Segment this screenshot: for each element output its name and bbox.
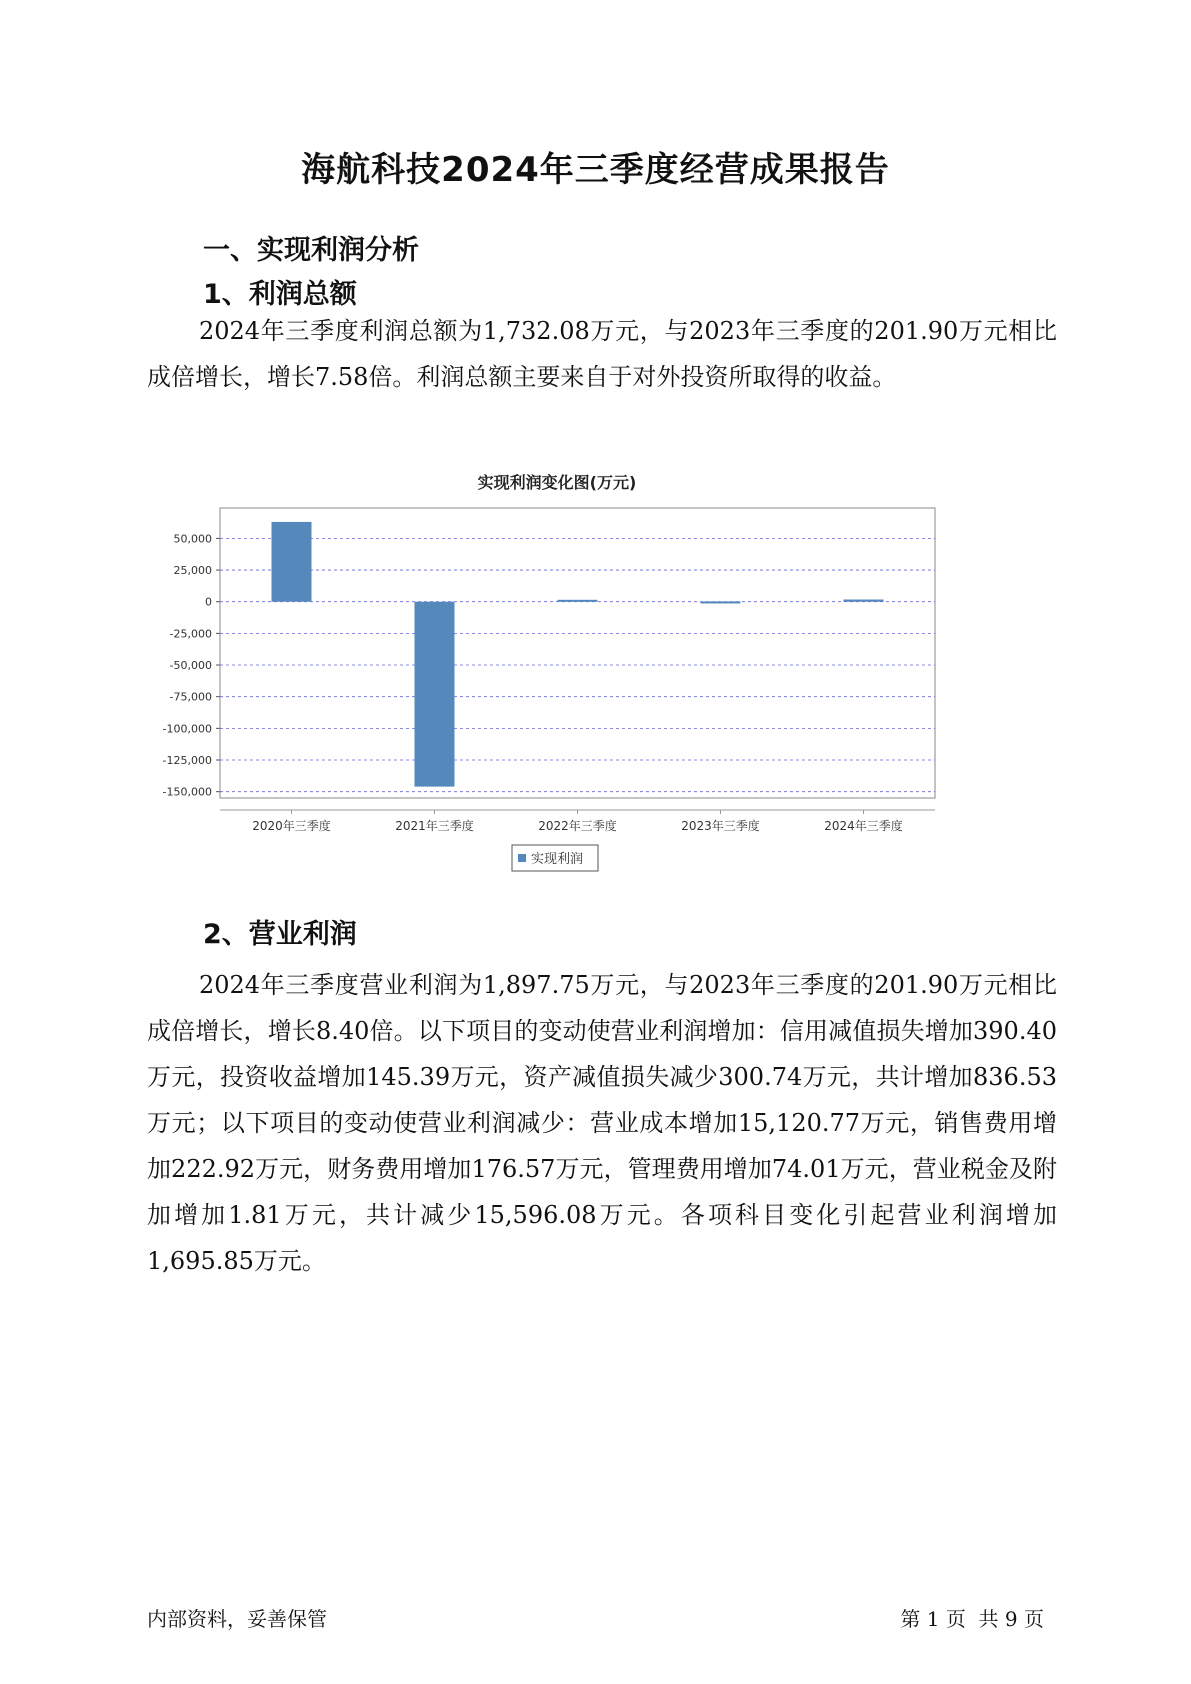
bar [272,522,312,602]
document-title: 海航科技2024年三季度经营成果报告 [301,150,890,190]
footer-page-number: 第 1 页 共 9 页 [900,1607,1044,1631]
y-tick-label: -150,000 [162,785,212,799]
subheading-total-profit: 1、利润总额 [203,279,357,310]
y-tick-label: 25,000 [173,564,212,578]
x-tick-label: 2022年三季度 [538,819,617,833]
legend-swatch [518,854,526,862]
x-tick-label: 2021年三季度 [395,819,474,833]
x-tick-label: 2023年三季度 [681,819,760,833]
plot-frame [220,508,935,798]
y-tick-label: -75,000 [169,690,212,704]
x-tick-label: 2024年三季度 [824,819,903,833]
y-tick-label: -125,000 [162,754,212,768]
y-tick-label: -50,000 [169,659,212,673]
bar [558,600,598,602]
chart-legend [512,845,598,871]
profit-bar-chart [160,473,960,890]
bar [844,600,884,602]
y-tick-label: -25,000 [169,627,212,641]
bar [701,601,741,603]
subheading-operating-profit: 2、营业利润 [203,919,357,950]
chart-title: 实现利润变化图(万元) [477,473,637,492]
y-tick-label: -100,000 [162,722,212,736]
section-heading-profit-analysis: 一、实现利润分析 [203,235,419,266]
x-tick-label: 2020年三季度 [252,819,331,833]
y-tick-label: 0 [205,595,212,609]
legend-label: 实现利润 [531,852,584,867]
operating-profit-paragraph: 2024年三季度营业利润为1,897.75万元，与2023年三季度的201.90万元相比成倍增长，增长8.40倍。以下项目的变动使营业利润增加：信用减值损失增加390.40万元，投资收益增加145.39万元，资产减值损失减少300.74万元，共计增加836.53万元；以下项目的变动使营业利润减少：营业成本增加15,120.77万元，销售费用增加222.92万元，财务费用增加176.57万元，管理费用增加74.01万元，营业税金及附加增加1.81万元，共计减少15,596.08万元。各项科目变化引起营业利润增加1,695.85万元。 [147,971,1057,1275]
footer-confidential-note: 内部资料，妥善保管 [147,1607,327,1631]
y-tick-label: 50,000 [173,532,212,546]
total-profit-paragraph: 2024年三季度利润总额为1,732.08万元，与2023年三季度的201.90万元相比成倍增长，增长7.58倍。利润总额主要来自于对外投资所取得的收益。 [147,317,1057,391]
bar [415,602,455,787]
